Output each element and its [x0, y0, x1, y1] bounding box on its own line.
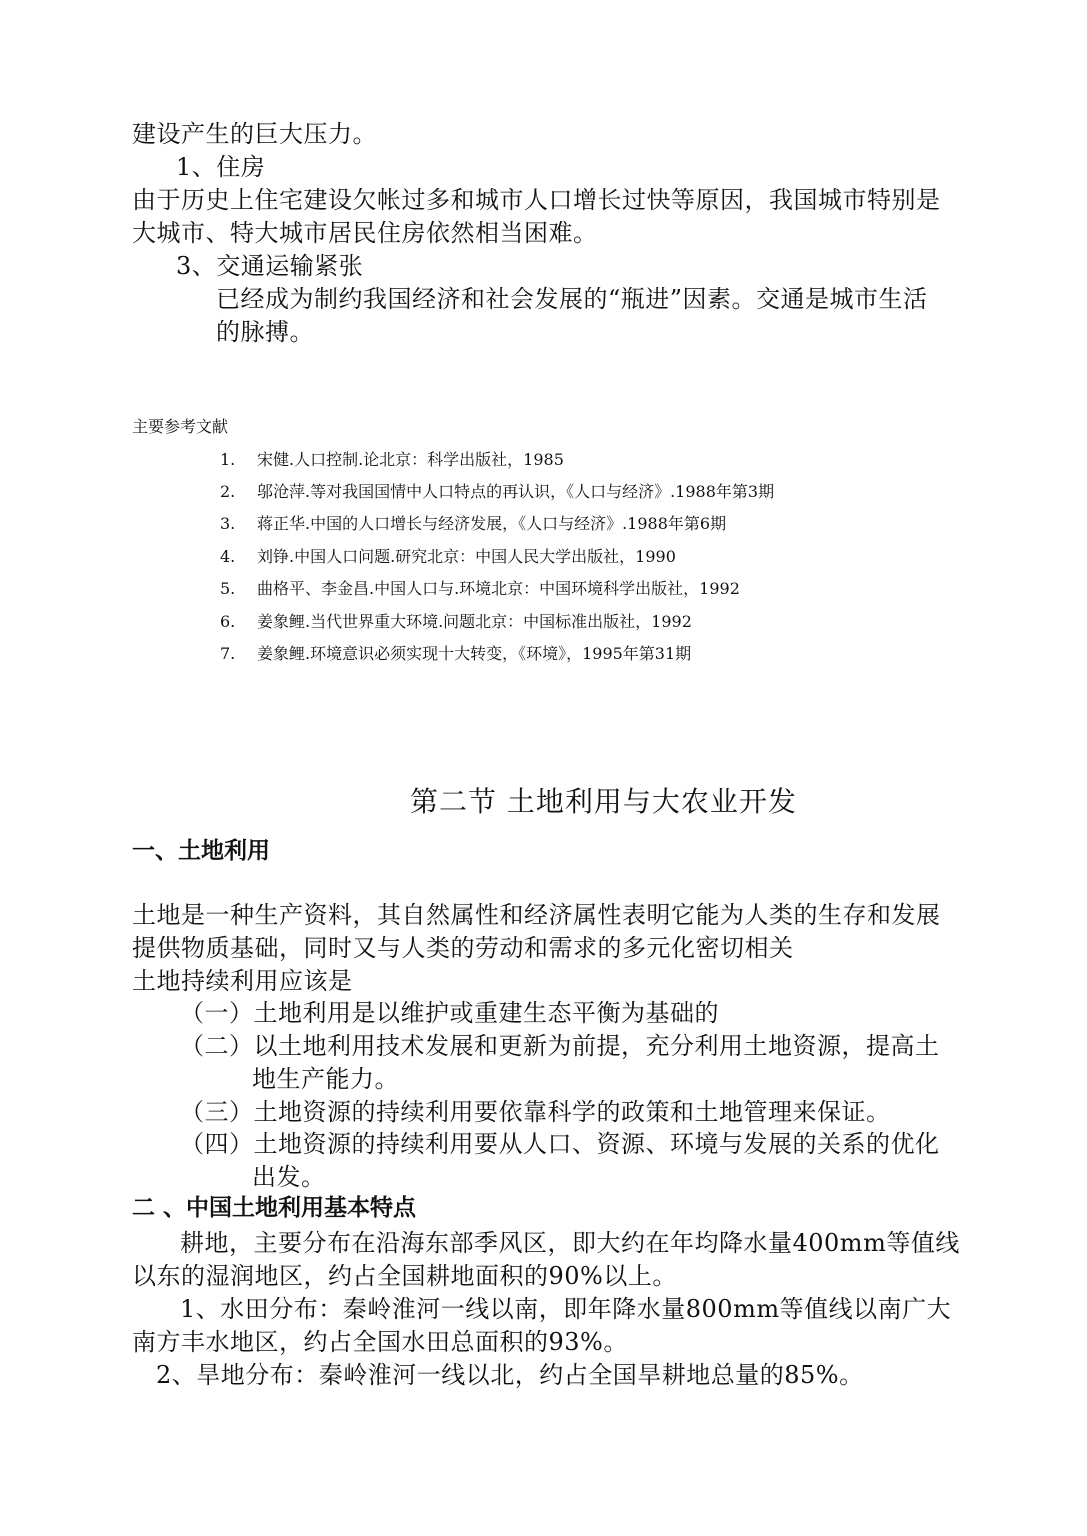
body-text-line: 大城市、特大城市居民住房依然相当困难。 [132, 219, 598, 247]
references-title: 主要参考文献 [132, 417, 229, 436]
list-item: （二）以土地利用技术发展和更新为前提，充分利用土地资源，提高土 [180, 1032, 940, 1060]
reference-item [220, 546, 920, 568]
section-heading: 一、土地利用 [132, 838, 270, 864]
traffic-heading: 3、交通运输紧张 [176, 252, 364, 280]
reference-text: 姜象鲤.当代世界重大环境.问题北京：中国标准出版社，1992 [257, 612, 692, 631]
body-text-line: 由于历史上住宅建设欠帐过多和城市人口增长过快等原因，我国城市特别是 [132, 186, 941, 214]
reference-text: 邬沧萍.等对我国国情中人口特点的再认识，《人口与经济》.1988年第3期 [257, 482, 775, 501]
list-item-continuation: 地生产能力。 [252, 1065, 399, 1093]
body-text-line: 耕地，主要分布在沿海东部季风区，即大约在年均降水量400mm等值线 [180, 1229, 960, 1257]
reference-number: 7. [220, 644, 236, 663]
reference-text: 蒋正华.中国的人口增长与经济发展，《人口与经济》.1988年第6期 [257, 514, 727, 533]
reference-text: 姜象鲤.环境意识必须实现十大转变，《环境》，1995年第31期 [257, 644, 692, 663]
list-item-continuation: 出发。 [252, 1163, 326, 1191]
body-text-line: 南方丰水地区，约占全国水田总面积的93%。 [132, 1328, 628, 1356]
reference-number: 4. [220, 547, 236, 566]
reference-item [220, 449, 920, 471]
reference-number: 3. [220, 514, 236, 533]
reference-text: 刘铮.中国人口问题.研究北京：中国人民大学出版社，1990 [257, 547, 676, 566]
body-text-line: 建设产生的巨大压力。 [132, 120, 377, 148]
reference-text: 宋健.人口控制.论北京：科学出版社，1985 [257, 450, 564, 469]
section-heading: 二 、中国土地利用基本特点 [132, 1195, 417, 1221]
reference-item [220, 611, 920, 633]
list-item: （三）土地资源的持续利用要依靠科学的政策和土地管理来保证。 [180, 1098, 891, 1126]
body-text-line: 2、旱地分布：秦岭淮河一线以北，约占全国旱耕地总量的85%。 [156, 1361, 864, 1389]
list-item: （四）土地资源的持续利用要从人口、资源、环境与发展的关系的优化 [180, 1130, 940, 1158]
reference-item [220, 643, 920, 665]
reference-item [220, 513, 920, 535]
body-text-line: 土地是一种生产资料，其自然属性和经济属性表明它能为人类的生存和发展 [132, 901, 941, 929]
reference-number: 2. [220, 482, 236, 501]
list-item: （一）土地利用是以维护或重建生态平衡为基础的 [180, 999, 719, 1027]
section-title: 第二节 土地利用与大农业开发 [410, 785, 797, 818]
body-text-line: 提供物质基础，同时又与人类的劳动和需求的多元化密切相关 [132, 934, 794, 962]
body-text-line: 以东的湿润地区，约占全国耕地面积的90%以上。 [132, 1262, 677, 1290]
housing-heading: 1、住房 [176, 153, 266, 181]
body-text-line: 土地持续利用应该是 [132, 967, 353, 995]
reference-number: 5. [220, 579, 236, 598]
body-text-line: 1、水田分布：秦岭淮河一线以南，即年降水量800mm等值线以南广大 [180, 1295, 952, 1323]
body-text-line: 的脉搏。 [216, 318, 314, 346]
reference-text: 曲格平、李金昌.中国人口与.环境北京：中国环境科学出版社，1992 [257, 579, 740, 598]
reference-number: 1. [220, 450, 236, 469]
reference-item [220, 481, 920, 503]
reference-number: 6. [220, 612, 236, 631]
body-text-line: 已经成为制约我国经济和社会发展的“瓶进”因素。交通是城市生活 [216, 285, 928, 313]
reference-item [220, 578, 920, 600]
